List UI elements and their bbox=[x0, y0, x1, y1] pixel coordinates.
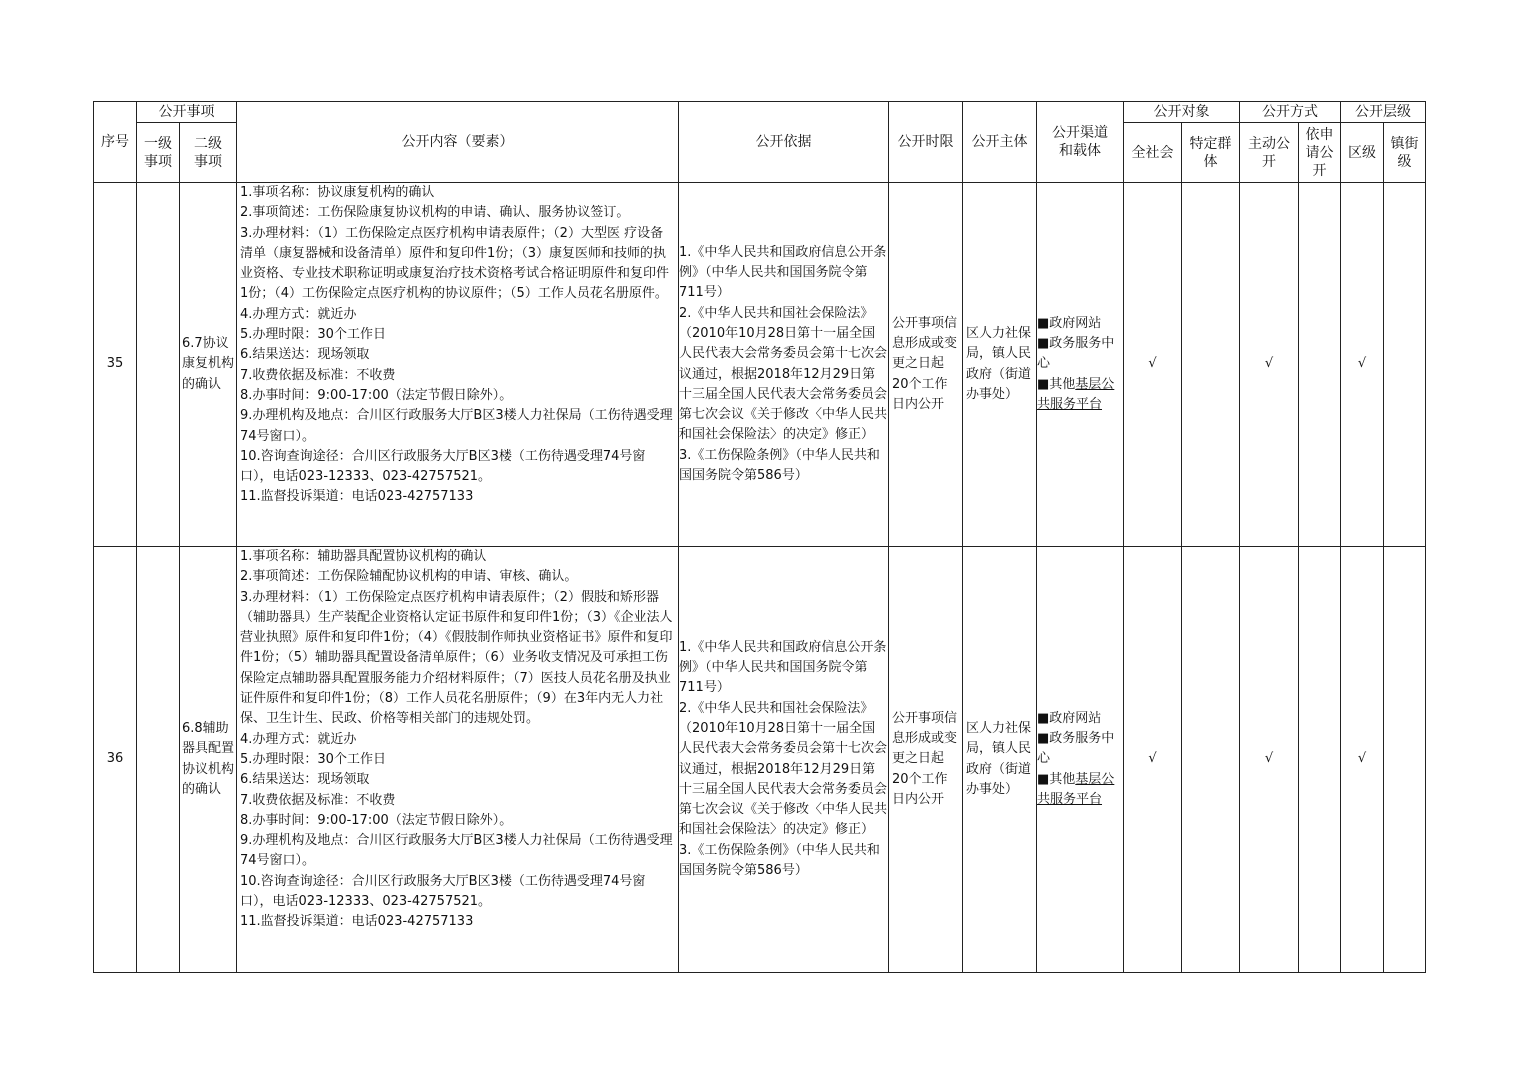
row-time-limit: 公开事项信息形成或变更之日起20个工作日内公开 bbox=[889, 547, 963, 973]
row-basis: 1.《中华人民共和国政府信息公开条例》（中华人民共和国国务院令第711号） 2.《中华人民共和国社会保险法》（2010年10月28日第十一届全国人民代表大会常务委员会第十七次会议通过，根据2018年12月29日第十三届全国人民代表大会常务委员会第七次会议《关于修改〈中华人民共和国社会保险法〉的决定》修正） 3.《工伤保险条例》（中华人民共和国国务院令第586号） bbox=[679, 183, 889, 547]
header-target-all: 全社会 bbox=[1124, 123, 1182, 183]
header-level-group: 公开层级 bbox=[1341, 102, 1426, 123]
row-subject: 区人力社保局，镇人民政府（街道办事处） bbox=[963, 547, 1037, 973]
header-level1: 一级 事项 bbox=[137, 123, 180, 183]
header-method-group: 公开方式 bbox=[1240, 102, 1341, 123]
row-level-district: √ bbox=[1341, 547, 1384, 973]
header-subject: 公开主体 bbox=[963, 102, 1037, 183]
row-basis: 1.《中华人民共和国政府信息公开条例》（中华人民共和国国务院令第711号） 2.《中华人民共和国社会保险法》（2010年10月28日第十一届全国人民代表大会常务委员会第十七次会议通过，根据2018年12月29日第十三届全国人民代表大会常务委员会第七次会议《关于修改〈中华人民共和国社会保险法〉的决定》修正） 3.《工伤保险条例》（中华人民共和国国务院令第586号） bbox=[679, 547, 889, 973]
header-method-apply: 依申 请公 开 bbox=[1299, 123, 1341, 183]
row-level2: 6.7协议康复机构的确认 bbox=[180, 183, 237, 547]
row-channel: ■政府网站 ■政务服务中心 ■其他基层公共服务平台 bbox=[1037, 183, 1124, 547]
row-level1 bbox=[137, 547, 180, 973]
row-time-limit: 公开事项信息形成或变更之日起20个工作日内公开 bbox=[889, 183, 963, 547]
row-level1 bbox=[137, 183, 180, 547]
header-seq: 序号 bbox=[94, 102, 137, 183]
header-level-town: 镇街 级 bbox=[1384, 123, 1426, 183]
row-level-town bbox=[1384, 183, 1426, 547]
row-channel: ■政府网站 ■政务服务中心 ■其他基层公共服务平台 bbox=[1037, 547, 1124, 973]
header-time-limit: 公开时限 bbox=[889, 102, 963, 183]
row-target-all: √ bbox=[1124, 183, 1182, 547]
table-row bbox=[94, 183, 1426, 547]
row-seq: 35 bbox=[94, 183, 137, 547]
row-subject: 区人力社保局，镇人民政府（街道办事处） bbox=[963, 183, 1037, 547]
header-items-group: 公开事项 bbox=[137, 102, 237, 123]
row-content: 1.事项名称：辅助器具配置协议机构的确认 2.事项简述：工伤保险辅配协议机构的申请、审核、确认。 3.办理材料：（1）工伤保险定点医疗机构申请表原件；（2）假肢和矫形器（辅助器具）生产装配企业资格认定证书原件和复印件1份；（3）《企业法人营业执照》原件和复印件1份；（4）《假肢制作师执业资格证书》原件和复印件1份；（5）辅助器具配置设备清单原件；（6）业务收支情况及可承担工伤保险定点辅助器具配置服务能力介绍材料原件；（7）医技人员花名册及执业证件原件和复印件1份；（8）工作人员花名册原件；（9）在3年内无人力社保、卫生计生、民政、价格等相关部门的违规处罚。 4.办理方式：就近办 5.办理时限：30个工作日 6.结果送达：现场领取 7.收费依据及标准：不收费 8.办事时间：9:00-17:00（法定节假日除外）。 9.办理机构及地点：合川区行政服务大厅B区3楼人力社保局（工伤待遇受理74号窗口）。 10.咨询查询途径：合川区行政服务大厅B区3楼（工伤待遇受理74号窗口），电话023-12333、023-42757521。 11.监督投诉渠道：电话023-42757133 bbox=[237, 547, 679, 973]
header-target-specific: 特定群 体 bbox=[1182, 123, 1240, 183]
row-seq: 36 bbox=[94, 547, 137, 973]
row-method-apply bbox=[1299, 183, 1341, 547]
header-channel: 公开渠道 和载体 bbox=[1037, 102, 1124, 183]
channel-link: 基层公共服务平台 bbox=[1037, 376, 1115, 412]
header-level-district: 区级 bbox=[1341, 123, 1384, 183]
row-level-town bbox=[1384, 547, 1426, 973]
header-basis: 公开依据 bbox=[679, 102, 889, 183]
table-row bbox=[94, 547, 1426, 973]
row-target-all: √ bbox=[1124, 547, 1182, 973]
header-level2: 二级 事项 bbox=[180, 123, 237, 183]
row-content: 1.事项名称：协议康复机构的确认 2.事项简述：工伤保险康复协议机构的申请、确认、服务协议签订。 3.办理材料：（1）工伤保险定点医疗机构申请表原件；（2）大型医 疗设备清单（康复器械和设备清单）原件和复印件1份；（3）康复医师和技师的执业资格、专业技术职称证明或康复治疗技术资格考试合格证明原件和复印件1份；（4）工伤保险定点医疗机构的协议原件；（5）工作人员花名册原件。 4.办理方式：就近办 5.办理时限：30个工作日 6.结果送达：现场领取 7.收费依据及标准：不收费 8.办事时间：9:00-17:00（法定节假日除外）。 9.办理机构及地点：合川区行政服务大厅B区3楼人力社保局（工伤待遇受理74号窗口）。 10.咨询查询途径：合川区行政服务大厅B区3楼（工伤待遇受理74号窗口），电话023-12333、023-42757521。 11.监督投诉渠道：电话023-42757133 bbox=[237, 183, 679, 547]
channel-link: 基层公共服务平台 bbox=[1037, 771, 1115, 807]
header-method-active: 主动公 开 bbox=[1240, 123, 1299, 183]
row-level-district: √ bbox=[1341, 183, 1384, 547]
disclosure-table bbox=[93, 101, 1426, 973]
row-level2: 6.8辅助器具配置协议机构的确认 bbox=[180, 547, 237, 973]
row-target-specific bbox=[1182, 547, 1240, 973]
row-method-active: √ bbox=[1240, 547, 1299, 973]
header-target-group: 公开对象 bbox=[1124, 102, 1240, 123]
row-target-specific bbox=[1182, 183, 1240, 547]
row-method-apply bbox=[1299, 547, 1341, 973]
header-content: 公开内容（要素） bbox=[237, 102, 679, 183]
row-method-active: √ bbox=[1240, 183, 1299, 547]
